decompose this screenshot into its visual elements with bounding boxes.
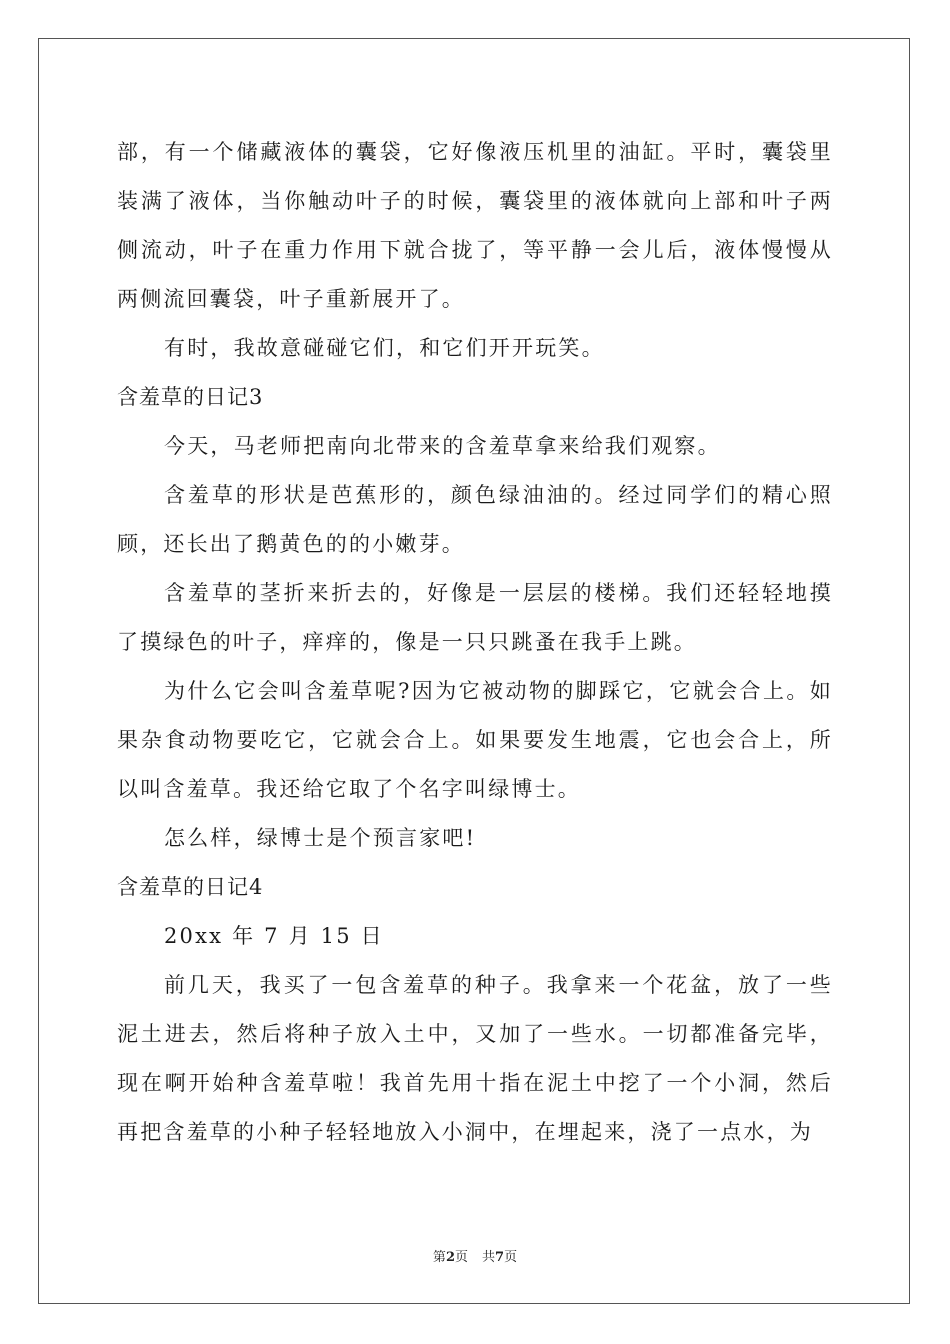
paragraph: 怎么样，绿博士是个预言家吧! [164, 826, 477, 850]
page-prefix: 第 [432, 1250, 446, 1265]
page-total: 7 [495, 1250, 505, 1265]
total-suffix: 页 [504, 1250, 518, 1265]
section-heading: 含羞草的日记3 [117, 385, 264, 409]
section-heading: 含羞草的日记4 [117, 875, 264, 899]
paragraph: 部，有一个储藏液体的囊袋，它好像液压机里的油缸。平时，囊袋里装满了液体，当你触动叶子的时候，囊袋里的液体就向上部和叶子两侧流动，叶子在重力作用下就合拢了，等平静一会儿后，液体慢慢从两侧流回囊袋，叶子重新展开了。 [117, 140, 833, 311]
paragraph: 为什么它会叫含羞草呢?因为它被动物的脚踩它，它就会合上。如果杂食动物要吃它，它就会合上。如果要发生地震，它也会合上，所以叫含羞草。我还给它取了个名字叫绿博士。 [117, 679, 833, 801]
paragraph: 前几天，我买了一包含羞草的种子。我拿来一个花盆，放了一些泥土进去，然后将种子放入土中，又加了一些水。一切都准备完毕，现在啊开始种含羞草啦！我首先用十指在泥土中挖了一个小洞，然后再把含羞草的小种子轻轻地放入小洞中，在埋起来，浇了一点水，为 [117, 973, 833, 1144]
page-suffix: 页 [454, 1250, 468, 1265]
paragraph: 含羞草的茎折来折去的，好像是一层层的楼梯。我们还轻轻地摸了摸绿色的叶子，痒痒的，像是一只只跳蚤在我手上跳。 [117, 581, 833, 654]
page-current: 2 [445, 1250, 455, 1265]
document-body [117, 128, 833, 1157]
diary-date: 20xx 年 7 月 15 日 [164, 924, 384, 948]
page-footer [0, 1246, 950, 1265]
paragraph: 今天，马老师把南向北带来的含羞草拿来给我们观察。 [164, 434, 721, 458]
total-prefix: 共 [482, 1250, 496, 1265]
paragraph: 含羞草的形状是芭蕉形的，颜色绿油油的。经过同学们的精心照顾，还长出了鹅黄色的的小嫩芽。 [117, 483, 833, 556]
paragraph: 有时，我故意碰碰它们，和它们开开玩笑。 [164, 336, 605, 360]
